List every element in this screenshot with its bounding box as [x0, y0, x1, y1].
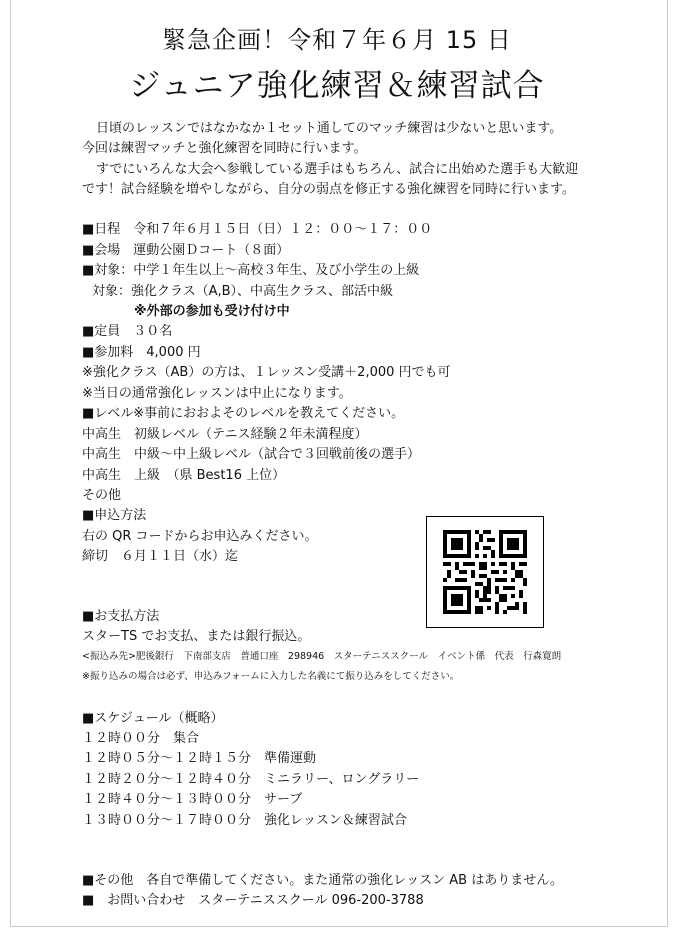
timetable-row: １２時２０分～１２時４０分 ミニラリー、ロングラリー: [82, 772, 420, 787]
apply-deadline: 締切 ６月１１日（水）迄: [82, 549, 239, 564]
intro-line-4: です！試合経験を増やしながら、自分の弱点を修正する強化練習を同時に行います。: [82, 182, 575, 197]
payment-bank: <振込み先>肥後銀行 下南部支店 普通口座 298946 スターテニススクール イベント係 代表 行森寛朗: [82, 651, 562, 662]
payment-header: ■お支払方法: [82, 609, 160, 624]
detail-target: ■対象：中学１年生以上～高校３年生、及び小学生の上級: [82, 263, 420, 278]
level-other: その他: [82, 488, 122, 503]
detail-fee-note-1: ※強化クラス（AB）の方は、１レッスン受講＋2,000 円でも可: [82, 365, 451, 380]
detail-schedule: ■日程 令和７年６月１５日（日）１２：００～１７：００: [82, 222, 433, 237]
timetable-header: ■スケジュール（概略）: [82, 711, 224, 726]
detail-fee-note-2: ※当日の通常強化レッスンは中止になります。: [82, 386, 352, 401]
level-header: ■レベル※事前におおよそのレベルを教えてください。: [82, 406, 405, 421]
apply-header: ■申込方法: [82, 508, 147, 523]
timetable-row: １２時００分 集合: [82, 731, 200, 746]
timetable-row: １２時０５分～１２時１５分 準備運動: [82, 751, 317, 766]
detail-venue: ■会場 運動公園Ｄコート（８面）: [82, 243, 290, 258]
event-subtitle: ジュニア強化練習＆練習試合: [129, 68, 545, 104]
intro-line-3: すでにいろんな大会へ参戦している選手はもちろん、試合に出始めた選手も大歓迎: [96, 162, 579, 177]
apply-text: 右の QR コードからお申込みください。: [82, 529, 318, 544]
timetable-row: １２時４０分～１３時００分 サーブ: [82, 792, 303, 807]
detail-target-note: ※外部の参加も受け付け中: [134, 304, 290, 319]
level-intermediate: 中高生 中級～中上級レベル（試合で３回戦前後の選手）: [82, 447, 421, 462]
qr-code-icon: [443, 530, 527, 614]
footer-contact: ■ お問い合わせ スターテニススクール 096-200-3788: [82, 893, 424, 908]
detail-fee: ■参加料 4,000 円: [82, 345, 201, 360]
timetable-row: １３時００分～１７時００分 強化レッスン＆練習試合: [82, 813, 407, 828]
level-advanced: 中高生 上級 （県 Best16 上位）: [82, 468, 286, 483]
qr-code-box[interactable]: [426, 516, 544, 628]
detail-capacity: ■定員 ３０名: [82, 324, 173, 339]
footer-other: ■その他 各自で準備してください。また通常の強化レッスン AB はありません。: [82, 873, 564, 888]
payment-text: スターTS でお支払、または銀行振込。: [82, 629, 311, 644]
level-beginner: 中高生 初級レベル（テニス経験２年未満程度）: [82, 427, 368, 442]
intro-line-1: 日頃のレッスンではなかなか１セット通してのマッチ練習は少ないと思います。: [96, 121, 563, 136]
intro-line-2: 今回は練習マッチと強化練習を同時に行います。: [82, 141, 367, 156]
event-title: 緊急企画！令和７年６月 15 日: [162, 26, 512, 54]
detail-target-classes: 対象：強化クラス（A,B）、中高生クラス、部活中級: [92, 284, 394, 299]
payment-note: ※振り込みの場合は必ず、申込みフォームに入力した名義にて振り込みをしてください。: [82, 671, 460, 682]
